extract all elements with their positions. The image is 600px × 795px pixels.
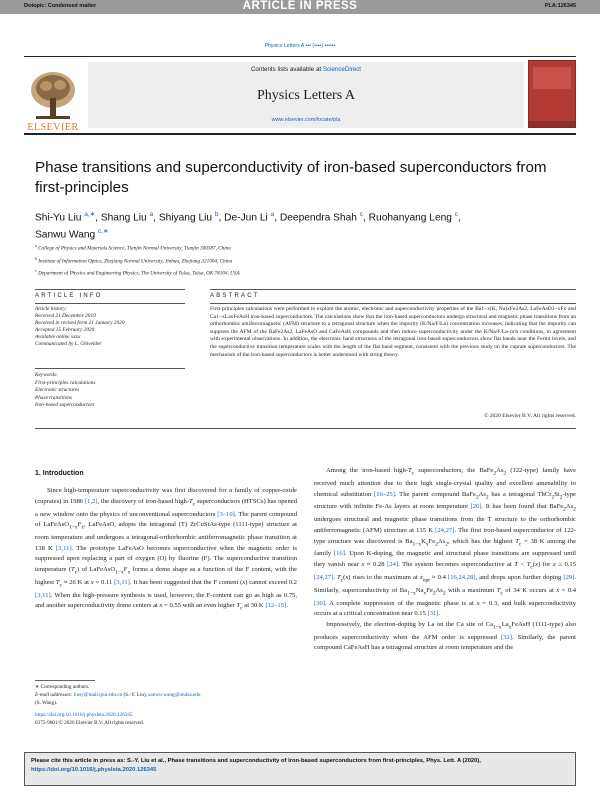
- affiliation-a: $^a$ College of Physics and Materials Science, Tianjin Normal University, Tianjin 300387, China: [35, 243, 231, 252]
- affiliation-b: $^b$ Institute of Information Optics, Zhejiang Normal University, Jinhua, Zhejiang 321004, China: [35, 255, 233, 265]
- author-list: Shi-Yu Liu $^{a,∗}$, Shang Liu $^a$, Shiyang Liu $^b$, De-Jun Li $^a$, Deependra Shah $^c$, Ruohanyang Leng $^c$, Sanwu Wang $^{c,∗}$: [35, 211, 461, 241]
- keyword-item: Iron-based superconductors: [35, 402, 95, 408]
- body-column-right: Among the iron-based high-$T_c$ superconductors, the $BaFe_2As_2$ (122-type) family have received much attention due to their high single-crystal quality and excellent amenability to chemical substitution [16–25]. The parent compound $BaFe_2As_2$ has a tetragonal $ThCr_2Si_2$-type structure with infinite Fe-As layers at room temperature [26]. It has been found that $BaFe_2As_2$ undergoes structural and magnetic phase transitions from the T structure to the orthorhombic antiferromagnetic (AFM) structure at 135 K [24,27]. The first iron-based superconductor of 122-type structure was discovered is $Ba_{1-x}K_xFe_2As_2$, which has the highest $T_c = 38$ K among the family [16]. Upon K-doping, the magnetic and structural phase transitions are suppressed until they vanish near x ≈ 0.28 [24]. The system becomes superconductive at $T < T_c(x)$ for x ≥ 0.15 [24,27]. $T_c(x)$ rises to the maximum at $x_{opt} \approx 0.4$ [16,24,28], and drops upon further doping [29]. Similarly, superconductivity of $Ba_{1-x}Na_xFe_2As_2$ with a maximum $T_c$ of 34 K occurs at x = 0.4 [30]. A complete suppression of the magnetic phase is at x = 0.3, and bulk superconductivity occurs at a critical concentration near 0.15 [31]. Impressively, the electron-doping by La on the Ca site of $Ca_{1-x}La_xFeAsH$ (1111-type) also produces superconductivity when the AFM order is suppressed [32]. Similarly, the parent compound CaFeAsH has a tetragonal structure at room temperature and the: [314, 467, 577, 652]
- keywords-label: Keywords:: [35, 372, 58, 378]
- banner-topic: Dotopic: Condensed matter: [24, 3, 97, 9]
- info-sub-rule: [35, 303, 185, 304]
- abstract-top-rule: [210, 289, 576, 290]
- info-top-rule: [35, 289, 185, 290]
- corresponding-note: ∗ Corresponding authors.: [35, 684, 90, 690]
- journal-title: Physics Letters A: [257, 88, 355, 103]
- header-top-rule: [24, 56, 576, 57]
- keyword-item: Phase transitions: [35, 394, 72, 401]
- footnote-rule: [35, 680, 95, 681]
- banner-status: ARTICLE IN PRESS: [242, 0, 358, 12]
- doi-link[interactable]: https://doi.org/10.1016/j.physleta.2020.126345: [35, 712, 133, 718]
- cover-footer-band: [529, 121, 575, 127]
- citation-box: [24, 752, 576, 786]
- history-accepted: Accepted 15 February 2020: [35, 327, 95, 333]
- email-link-liu[interactable]: liusy@mail.tjnu.edu.cn: [73, 692, 123, 698]
- article-info-heading: ARTICLE INFO: [35, 293, 103, 299]
- abstract-bottom-rule: [35, 428, 576, 429]
- affiliations: [35, 241, 575, 279]
- history-received: Received 21 December 2019: [35, 313, 96, 319]
- publisher-name: ELSEVIER: [27, 122, 79, 133]
- contents-prefix: Contents lists available at: [250, 66, 323, 73]
- sciencedirect-link[interactable]: ScienceDirect: [322, 66, 362, 73]
- paper-title: Phase transitions and superconductivity of iron-based superconductors from first-principles: [35, 159, 547, 196]
- journal-cover-thumbnail: [528, 60, 576, 128]
- body-column-left: Since high-temperature superconductivity was first discovered for a family of copper-oxide (cuprates) in 1986 [1,2], the discovery of iron-based high-$T_c$ superconductors (HTSCs) has opened a new window onto the physics of unconventional superconductors [3–10]. The parent compound of $LaFeAsO_{1-x}F_x$, LaFeAsO, adopts the tetragonal (T) ZrCuSiAs-type (1111-type) structure at room temperature and undergoes a tetragonal-orthorhombic antiferromagnetic phase transition at 138 K [3,11]. The prototype LaFeAsO becomes superconductive when the magnetic order is suppressed upon replacing a part of oxygen (O) by fluorine (F). The superconductive transition temperature $(T_c)$ of $LaFeAsO_{1-x}F_x$ forms a dome shape as a function of the F content, with the highest $T_c \approx 26$ K at x = 0.11 [3,11]. It has been suggested that the F content (x) cannot exceed 0.2 [3,11]. When the high-pressure synthesis is used, however, the F-content can go as high as 0.75, and another superconductivity dome centers at x = 0.55 with an even higher $T_c$ at 30 K [12–15].: [35, 487, 298, 612]
- cover-title-panel: [533, 67, 571, 89]
- abstract-heading: ABSTRACT: [210, 293, 260, 299]
- email-link-wang[interactable]: sanwu-wang@utulsa.edu: [148, 692, 201, 698]
- history-label: Article history:: [35, 306, 68, 312]
- affiliation-c: $^c$ Department of Physics and Engineering Physics, The University of Tulsa, Tulsa, OK 74104, USA: [35, 268, 240, 278]
- email-line: E-mail addresses: liusy@mail.tjnu.edu.cn (S.-Y. Liu), sanwu-wang@utulsa.edu: [35, 692, 201, 698]
- keyword-item: First-principles calculations: [35, 379, 96, 386]
- section-heading-introduction: 1. Introduction: [35, 470, 84, 477]
- issn-line: 0375-9601/© 2020 Elsevier B.V. All rights reserved.: [35, 720, 145, 726]
- footnotes: [35, 683, 295, 727]
- keywords: [35, 372, 185, 410]
- contents-lists-line: [88, 66, 524, 73]
- article-history: [35, 306, 185, 348]
- article-in-press-banner: [0, 0, 600, 14]
- citation-text: Please cite this article in press as: S.-Y. Liu et al., Phase transitions and superconductivity of iron-based superconductors from first-principles, Phys. Lett. A (2020),: [31, 758, 481, 764]
- journal-homepage-link[interactable]: www.elsevier.com/locate/pla: [271, 117, 341, 123]
- keywords-rule: [35, 368, 185, 369]
- history-online: Available online xxxx: [35, 334, 81, 340]
- header-bottom-rule: [24, 133, 576, 135]
- history-communicated: Communicated by L. Ghivelder: [35, 341, 102, 347]
- history-revised: Received in revised form 21 January 2020: [35, 320, 125, 326]
- keyword-item: Electronic structures: [35, 387, 80, 393]
- citation-doi-link[interactable]: https://doi.org/10.1016/j.physleta.2020.126345: [31, 767, 157, 773]
- email-line-tail: (S. Wang).: [35, 700, 58, 706]
- abstract-sub-rule: [210, 303, 576, 304]
- abstract-copyright: © 2020 Elsevier B.V. All rights reserved.: [484, 413, 576, 419]
- journal-reference[interactable]: Physics Letters A ••• (••••) ••••••: [264, 43, 336, 49]
- abstract-text: First-principles calculations were performed to explore the atomic, electronic and superconductivity properties of the Ba1−x(K, Na)xFe2As2, LaFeAsO1−xFx and Ca1−xLaxFeAsH iron-based superconductors. The calculations show that the iron-based superconductors undergo structural and magnetic phase transitions from an orthorhombic antiferromagnetic (AFM) structure to a tetragonal structure when the impurity (K/Na/F/La) concentration increases, indicating that the impurity can suppress the AFM of the BaFe2As2, LaFeAsO and CaFeAsH compounds and then induce superconductivity under the K/Na/F/La-rich conditions, in agreement with experimental observations. In addition, the electronic band structures of the tetragonal iron-based superconductors show flat bands near the Fermi levels, and the superconductive transition temperature scales with the length of the flat band segment, consistent with the previous study on the cuprate superconductors. The mechanism of the iron-based superconductors is better understood with string theory.: [210, 306, 576, 358]
- elsevier-tree-logo: [24, 66, 82, 124]
- banner-article-id: PLA:126345: [544, 3, 576, 9]
